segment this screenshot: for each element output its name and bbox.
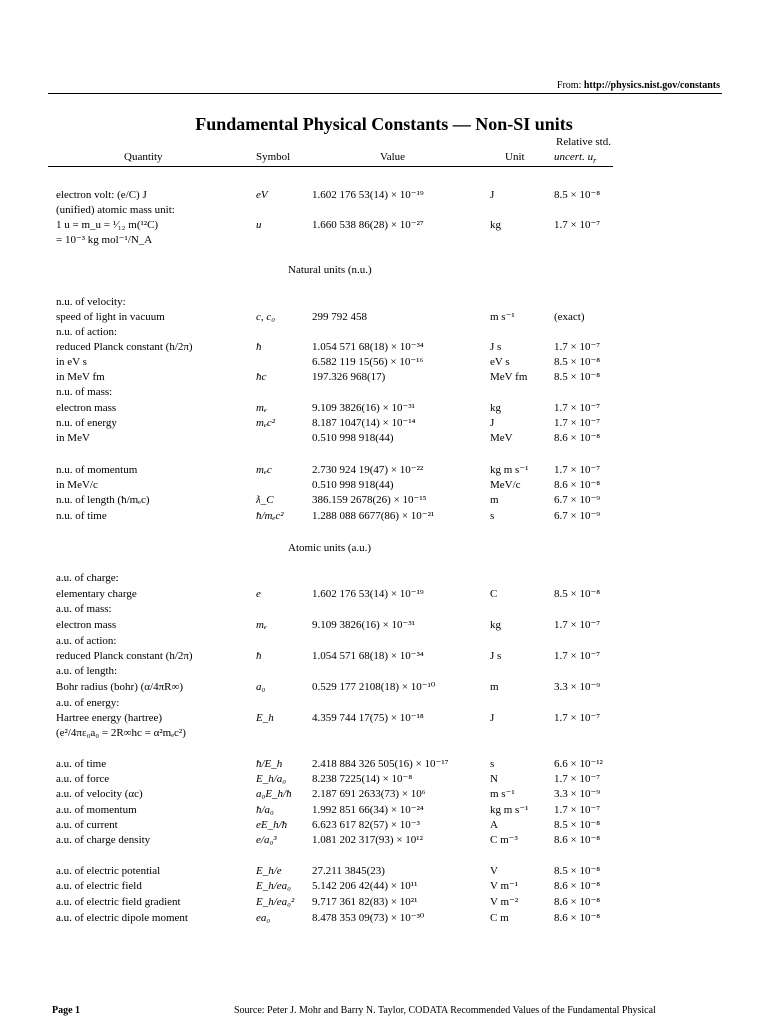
- cell-quantity: n.u. of action:: [56, 326, 118, 338]
- cell-uncertainty: 1.7 × 10⁻⁷: [554, 341, 601, 353]
- cell-symbol: ħ/E_h: [256, 758, 283, 770]
- cell-quantity: in eV s: [56, 356, 87, 368]
- cell-unit: eV s: [490, 356, 510, 368]
- cell-quantity: a.u. of electric field: [56, 880, 142, 892]
- cell-unit: J s: [490, 650, 502, 662]
- cell-symbol: u: [256, 219, 262, 231]
- cell-symbol: E_h/a₀: [256, 773, 287, 785]
- cell-value: 27.211 3845(23): [312, 865, 385, 877]
- cell-value: 0.510 998 918(44): [312, 479, 394, 491]
- cell-quantity: a.u. of velocity (αc): [56, 788, 143, 800]
- cell-quantity: elementary charge: [56, 588, 137, 600]
- cell-unit: MeV: [490, 432, 513, 444]
- cell-symbol: ħc: [256, 371, 267, 383]
- cell-unit: kg: [490, 402, 501, 414]
- cell-quantity: a.u. of charge:: [56, 572, 119, 584]
- cell-value: 0.529 177 2108(18) × 10⁻¹⁰: [312, 681, 436, 693]
- cell-symbol: a₀E_h/ħ: [256, 788, 292, 800]
- cell-quantity: in MeV: [56, 432, 90, 444]
- cell-symbol: eV: [256, 189, 268, 201]
- cell-unit: kg: [490, 219, 501, 231]
- cell-uncertainty: 8.5 × 10⁻⁸: [554, 588, 601, 600]
- cell-symbol: ea₀: [256, 912, 271, 924]
- cell-uncertainty: 1.7 × 10⁻⁷: [554, 417, 601, 429]
- cell-unit: V: [490, 865, 498, 877]
- cell-value: 6.623 617 82(57) × 10⁻³: [312, 819, 420, 831]
- header-rule: [48, 166, 613, 167]
- cell-uncertainty: 1.7 × 10⁻⁷: [554, 712, 601, 724]
- cell-quantity: a.u. of charge density: [56, 834, 151, 846]
- cell-uncertainty: 8.6 × 10⁻⁸: [554, 912, 601, 924]
- col-uncert-text: uncert. u: [554, 151, 594, 163]
- cell-value: 2.187 691 2633(73) × 10⁶: [312, 788, 426, 800]
- cell-value: 0.510 998 918(44): [312, 432, 394, 444]
- cell-uncertainty: 1.7 × 10⁻⁷: [554, 219, 601, 231]
- col-uncert-sub: r: [593, 156, 597, 166]
- cell-uncertainty: 6.7 × 10⁻⁹: [554, 510, 601, 522]
- cell-quantity: (unified) atomic mass unit:: [56, 204, 175, 216]
- cell-symbol: ƛ_C: [256, 494, 274, 506]
- cell-symbol: ħ/mₑc²: [256, 510, 284, 522]
- cell-uncertainty: 8.6 × 10⁻⁸: [554, 896, 601, 908]
- cell-uncertainty: 1.7 × 10⁻⁷: [554, 464, 601, 476]
- cell-value: 4.359 744 17(75) × 10⁻¹⁸: [312, 712, 424, 724]
- cell-quantity: a.u. of electric dipole moment: [56, 912, 188, 924]
- cell-symbol: mₑ: [256, 402, 267, 414]
- cell-uncertainty: 8.6 × 10⁻⁸: [554, 479, 601, 491]
- cell-quantity: electron mass: [56, 402, 117, 414]
- cell-value: 5.142 206 42(44) × 10¹¹: [312, 880, 418, 892]
- col-value: Value: [380, 151, 406, 163]
- col-quantity: Quantity: [124, 151, 163, 163]
- source-url-link[interactable]: http://physics.nist.gov/constants: [583, 80, 720, 91]
- cell-symbol: E_h: [256, 712, 274, 724]
- cell-quantity: speed of light in vacuum: [56, 311, 165, 323]
- cell-unit: V m⁻¹: [490, 880, 519, 892]
- col-uncert-line1: Relative std.: [556, 136, 611, 148]
- section-natural-units: Natural units (n.u.): [288, 264, 372, 276]
- cell-unit: m s⁻¹: [490, 311, 515, 323]
- cell-quantity: a.u. of momentum: [56, 804, 137, 816]
- page-title: Fundamental Physical Constants — Non-SI units: [195, 114, 573, 134]
- cell-uncertainty: 1.7 × 10⁻⁷: [554, 804, 601, 816]
- cell-quantity: 1 u = m_u = ¹⁄₁₂ m(¹²C): [56, 219, 159, 231]
- cell-uncertainty: 1.7 × 10⁻⁷: [554, 619, 601, 631]
- cell-symbol: ħ: [256, 341, 262, 353]
- cell-quantity: n.u. of mass:: [56, 386, 113, 398]
- cell-quantity: a.u. of length:: [56, 665, 118, 677]
- col-unit: Unit: [505, 151, 525, 163]
- cell-quantity: a.u. of current: [56, 819, 118, 831]
- cell-quantity: a.u. of electric potential: [56, 865, 161, 877]
- cell-quantity: = 10⁻³ kg mol⁻¹/N_A: [56, 234, 153, 246]
- cell-symbol: e: [256, 588, 261, 600]
- cell-symbol: E_h/ea₀²: [256, 896, 295, 908]
- top-rule: [48, 93, 722, 94]
- cell-uncertainty: 8.5 × 10⁻⁸: [554, 356, 601, 368]
- cell-value: 197.326 968(17): [312, 371, 386, 383]
- cell-unit: J: [490, 712, 495, 724]
- cell-quantity: Bohr radius (bohr) (α/4πR∞): [56, 681, 183, 693]
- cell-quantity: in MeV fm: [56, 371, 105, 383]
- cell-uncertainty: 8.5 × 10⁻⁸: [554, 819, 601, 831]
- cell-unit: kg m s⁻¹: [490, 804, 529, 816]
- cell-value: 1.992 851 66(34) × 10⁻²⁴: [312, 804, 424, 816]
- section-atomic-units: Atomic units (a.u.): [288, 542, 372, 554]
- cell-unit: MeV fm: [490, 371, 528, 383]
- cell-quantity: Hartree energy (hartree): [56, 712, 163, 724]
- cell-unit: J: [490, 189, 495, 201]
- source-link-line: [557, 79, 720, 92]
- cell-value: 1.054 571 68(18) × 10⁻³⁴: [312, 341, 424, 353]
- cell-uncertainty: 8.6 × 10⁻⁸: [554, 432, 601, 444]
- cell-symbol: E_h/ea₀: [256, 880, 291, 892]
- cell-unit: kg: [490, 619, 501, 631]
- cell-value: 1.602 176 53(14) × 10⁻¹⁹: [312, 189, 424, 201]
- cell-value: 9.109 3826(16) × 10⁻³¹: [312, 619, 415, 631]
- cell-quantity: (e²/4πε₀a₀ = 2R∞hc = α²mₑc²): [56, 727, 186, 739]
- cell-value: 299 792 458: [312, 311, 367, 323]
- cell-symbol: mₑc: [256, 464, 272, 476]
- cell-unit: m s⁻¹: [490, 788, 515, 800]
- cell-unit: MeV/c: [490, 479, 521, 491]
- cell-unit: m: [490, 681, 499, 693]
- col-uncert-line2: [554, 151, 596, 167]
- cell-uncertainty: 8.6 × 10⁻⁸: [554, 880, 601, 892]
- cell-uncertainty: 3.3 × 10⁻⁹: [554, 681, 601, 693]
- cell-symbol: mₑ: [256, 619, 267, 631]
- from-label: From:: [556, 80, 582, 91]
- cell-uncertainty: 1.7 × 10⁻⁷: [554, 773, 601, 785]
- page-number: Page 1: [52, 1005, 81, 1016]
- cell-unit: m: [490, 494, 499, 506]
- cell-value: 2.418 884 326 505(16) × 10⁻¹⁷: [312, 758, 449, 770]
- cell-unit: V m⁻²: [490, 896, 519, 908]
- cell-unit: N: [490, 773, 498, 785]
- cell-value: 9.109 3826(16) × 10⁻³¹: [312, 402, 415, 414]
- cell-quantity: electron mass: [56, 619, 117, 631]
- cell-value: 9.717 361 82(83) × 10²¹: [312, 896, 418, 908]
- cell-unit: C m: [490, 912, 509, 924]
- cell-quantity: a.u. of force: [56, 773, 110, 785]
- cell-value: 1.054 571 68(18) × 10⁻³⁴: [312, 650, 424, 662]
- cell-value: 8.238 7225(14) × 10⁻⁸: [312, 773, 413, 785]
- cell-unit: s: [490, 510, 495, 522]
- cell-value: 6.582 119 15(56) × 10⁻¹⁶: [312, 356, 424, 368]
- cell-value: 1.602 176 53(14) × 10⁻¹⁹: [312, 588, 424, 600]
- cell-unit: kg m s⁻¹: [490, 464, 529, 476]
- cell-uncertainty: 3.3 × 10⁻⁹: [554, 788, 601, 800]
- cell-symbol: e/a₀³: [256, 834, 277, 846]
- cell-quantity: reduced Planck constant (h/2π): [56, 650, 193, 662]
- cell-uncertainty: 1.7 × 10⁻⁷: [554, 402, 601, 414]
- cell-unit: J: [490, 417, 495, 429]
- source-citation: Source: Peter J. Mohr and Barry N. Taylor, CODATA Recommended Values of the Fundamental Physical: [234, 1005, 656, 1016]
- cell-value: 1.288 088 6677(86) × 10⁻²¹: [312, 510, 435, 522]
- cell-symbol: a₀: [256, 681, 266, 693]
- cell-unit: J s: [490, 341, 502, 353]
- cell-value: 8.478 353 09(73) × 10⁻³⁰: [312, 912, 425, 924]
- cell-quantity: reduced Planck constant (h/2π): [56, 341, 193, 353]
- cell-quantity: a.u. of mass:: [56, 603, 112, 615]
- cell-quantity: n.u. of momentum: [56, 464, 138, 476]
- cell-symbol: E_h/e: [256, 865, 282, 877]
- cell-quantity: n.u. of time: [56, 510, 107, 522]
- cell-symbol: ħ/a₀: [256, 804, 274, 816]
- cell-quantity: a.u. of energy:: [56, 697, 120, 709]
- cell-quantity: n.u. of length (ħ/mₑc): [56, 494, 150, 506]
- cell-quantity: a.u. of time: [56, 758, 107, 770]
- cell-uncertainty: 8.5 × 10⁻⁸: [554, 189, 601, 201]
- cell-symbol: mₑc²: [256, 417, 276, 429]
- cell-value: 1.660 538 86(28) × 10⁻²⁷: [312, 219, 424, 231]
- cell-unit: C m⁻³: [490, 834, 518, 846]
- cell-value: 8.187 1047(14) × 10⁻¹⁴: [312, 417, 416, 429]
- cell-uncertainty: 8.5 × 10⁻⁸: [554, 865, 601, 877]
- cell-symbol: eE_h/ħ: [256, 819, 288, 831]
- col-symbol: Symbol: [256, 151, 291, 163]
- cell-quantity: n.u. of energy: [56, 417, 117, 429]
- cell-symbol: c, c₀: [256, 311, 276, 323]
- cell-quantity: a.u. of action:: [56, 635, 117, 647]
- cell-unit: s: [490, 758, 495, 770]
- cell-uncertainty: 8.5 × 10⁻⁸: [554, 371, 601, 383]
- cell-value: 1.081 202 317(93) × 10¹²: [312, 834, 423, 846]
- cell-quantity: electron volt: (e/C) J: [56, 189, 147, 201]
- cell-quantity: in MeV/c: [56, 479, 98, 491]
- cell-quantity: a.u. of electric field gradient: [56, 896, 181, 908]
- cell-unit: A: [490, 819, 498, 831]
- cell-uncertainty: 8.6 × 10⁻⁸: [554, 834, 601, 846]
- cell-uncertainty: 6.6 × 10⁻¹²: [554, 758, 603, 770]
- cell-value: 2.730 924 19(47) × 10⁻²²: [312, 464, 424, 476]
- cell-unit: C: [490, 588, 498, 600]
- cell-value: 386.159 2678(26) × 10⁻¹⁵: [312, 494, 427, 506]
- cell-quantity: n.u. of velocity:: [56, 296, 126, 308]
- cell-uncertainty: 1.7 × 10⁻⁷: [554, 650, 601, 662]
- cell-uncertainty: 6.7 × 10⁻⁹: [554, 494, 601, 506]
- cell-uncertainty: (exact): [554, 311, 585, 323]
- cell-symbol: ħ: [256, 650, 262, 662]
